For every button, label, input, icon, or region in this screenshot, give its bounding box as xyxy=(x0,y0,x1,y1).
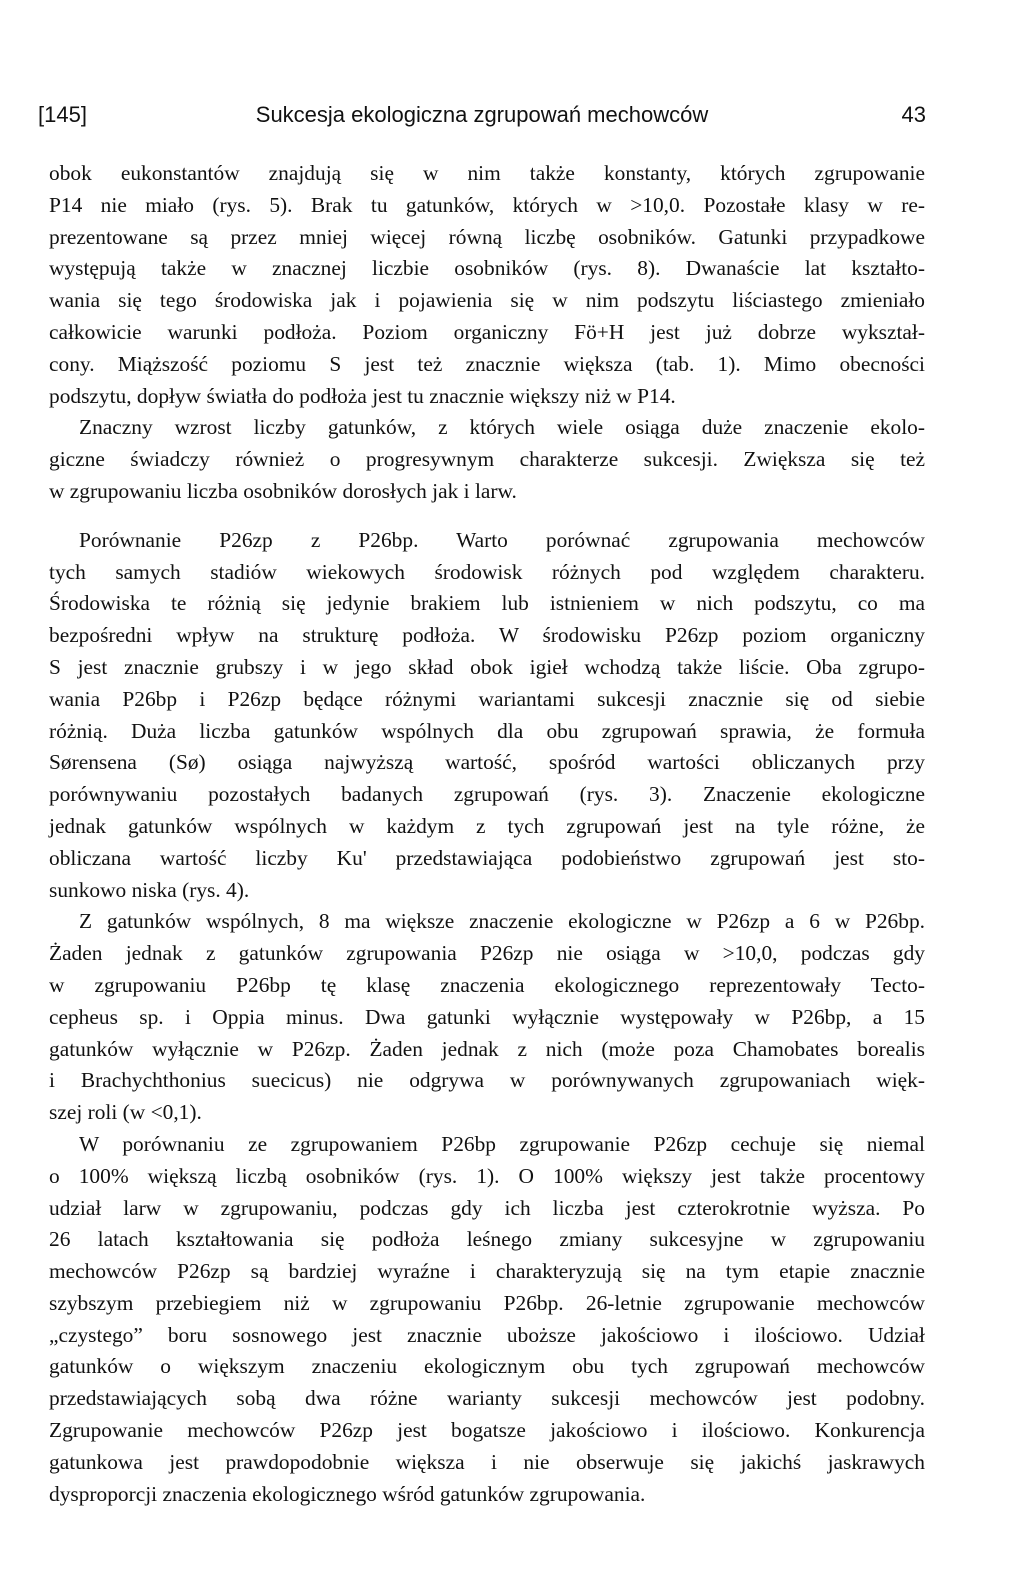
text-line: P14 nie miało (rys. 5). Brak tu gatunków, których w >10,0. Pozostałe klasy w re- xyxy=(49,192,925,217)
text-line: szybszym przebiegiem niż w zgrupowaniu P26bp. 26-letnie zgrupowanie mechowców xyxy=(49,1290,925,1315)
text-line: w zgrupowaniu P26bp tę klasę znaczenia ekologicznego reprezentowały Tecto- xyxy=(49,972,925,997)
text-line: S jest znacznie grubszy i w jego skład obok igieł wchodzą także liście. Oba zgrupo- xyxy=(49,654,925,679)
text-line: występują także w znacznej liczbie osobników (rys. 8). Dwanaście lat kształto- xyxy=(49,256,925,281)
text-line: porównywaniu pozostałych badanych zgrupowań (rys. 3). Znaczenie ekologiczne xyxy=(49,782,925,807)
text-line: podszytu, dopływ światła do podłoża jest tu znacznie większy niż w P14. xyxy=(49,383,676,408)
text-line: cony. Miąższość poziomu S jest też znacznie większa (tab. 1). Mimo obecności xyxy=(49,351,925,376)
text-line: obliczana wartość liczby Ku' przedstawiająca podobieństwo zgrupowań jest sto- xyxy=(49,845,925,870)
text-line: w zgrupowaniu liczba osobników dorosłych jak i larw. xyxy=(49,478,517,503)
paragraph-3 xyxy=(49,525,925,907)
text-line: różnią. Duża liczba gatunków wspólnych dla obu zgrupowań sprawia, że formuła xyxy=(49,718,925,743)
paragraph-2 xyxy=(49,412,925,507)
text-line: sunkowo niska (rys. 4). xyxy=(49,877,250,902)
text-line: jednak gatunków wspólnych w każdym z tych zgrupowań jest na tyle różne, że xyxy=(49,813,925,838)
text-line: giczne świadczy również o progresywnym charakterze sukcesji. Zwiększa się też xyxy=(49,447,925,472)
text-line: W porównaniu ze zgrupowaniem P26bp zgrupowanie P26zp cechuje się niemal xyxy=(79,1131,925,1156)
text-line: gatunkowa jest prawdopodobnie większa i nie obserwuje się jakichś jaskrawych xyxy=(49,1449,925,1474)
text-line: Porównanie P26zp z P26bp. Warto porównać zgrupowania mechowców xyxy=(79,527,925,552)
paragraph-5 xyxy=(49,1129,925,1511)
text-line: i Brachychthonius suecicus) nie odgrywa w porównywanych zgrupowaniach więk- xyxy=(49,1068,925,1093)
text-line: przedstawiających sobą dwa różne warianty sukcesji mechowców jest podobny. xyxy=(49,1386,925,1411)
page-reference: [145] xyxy=(38,102,87,127)
paragraph-4 xyxy=(49,906,925,1129)
running-header xyxy=(38,96,926,136)
text-line: obok eukonstantów znajdują się w nim także konstanty, których zgrupowanie xyxy=(49,161,925,185)
text-line: Środowiska te różnią się jedynie brakiem lub istnieniem w nich podszytu, co ma xyxy=(49,591,925,616)
paragraph-1 xyxy=(49,158,925,412)
text-line: szej roli (w <0,1). xyxy=(49,1100,202,1125)
text-line: Żaden jednak z gatunków zgrupowania P26zp nie osiąga w >10,0, podczas gdy xyxy=(49,941,925,966)
text-line: „czystego” boru sosnowego jest znacznie uboższe jakościowo i ilościowo. Udział xyxy=(49,1322,925,1347)
running-title: Sukcesja ekologiczna zgrupowań mechowców xyxy=(255,102,709,127)
text-line: o 100% większą liczbą osobników (rys. 1). O 100% większy jest także procentowy xyxy=(49,1163,925,1188)
text-line: Zgrupowanie mechowców P26zp jest bogatsze jakościowo i ilościowo. Konkurencja xyxy=(49,1418,925,1443)
text-line: wania się tego środowiska jak i pojawienia się w nim podszytu liściastego zmieniało xyxy=(49,288,925,313)
page-number: 43 xyxy=(901,102,926,127)
text-line: tych samych stadiów wiekowych środowisk różnych pod względem charakteru. xyxy=(49,559,925,584)
text-line: Sørensena (Sø) osiąga najwyższą wartość, spośród wartości obliczanych przy xyxy=(49,750,925,775)
text-line: wania P26bp i P26zp będące różnymi wariantami sukcesji znacznie się od siebie xyxy=(49,686,925,711)
text-line: Z gatunków wspólnych, 8 ma większe znaczenie ekologiczne w P26zp a 6 w P26bp. xyxy=(79,909,925,934)
text-line: udział larw w zgrupowaniu, podczas gdy ich liczba jest czterokrotnie wyższa. Po xyxy=(49,1195,925,1220)
text-line: 26 latach kształtowania się podłoża leśnego zmiany sukcesyjne w zgrupowaniu xyxy=(49,1227,925,1252)
text-line: cepheus sp. i Oppia minus. Dwa gatunki wyłącznie występowały w P26bp, a 15 xyxy=(49,1004,925,1029)
text-line: gatunków o większym znaczeniu ekologicznym obu tych zgrupowań mechowców xyxy=(49,1354,925,1379)
text-line: bezpośredni wpływ na strukturę podłoża. W środowisku P26zp poziom organiczny xyxy=(49,623,925,648)
text-line: gatunków wyłącznie w P26zp. Żaden jednak z nich (może poza Chamobates borealis xyxy=(49,1036,925,1061)
text-line: mechowców P26zp są bardziej wyraźne i charakteryzują się na tym etapie znacznie xyxy=(49,1259,925,1284)
text-line: całkowicie warunki podłoża. Poziom organiczny Fö+H jest już dobrze wykształ- xyxy=(49,319,925,344)
text-line: prezentowane są przez mniej więcej równą liczbę osobników. Gatunki przypadkowe xyxy=(49,224,925,249)
body-text xyxy=(49,158,925,1510)
text-line: Znaczny wzrost liczby gatunków, z których wiele osiąga duże znaczenie ekolo- xyxy=(79,415,925,440)
text-line: dysproporcji znaczenia ekologicznego wśród gatunków zgrupowania. xyxy=(49,1481,646,1506)
